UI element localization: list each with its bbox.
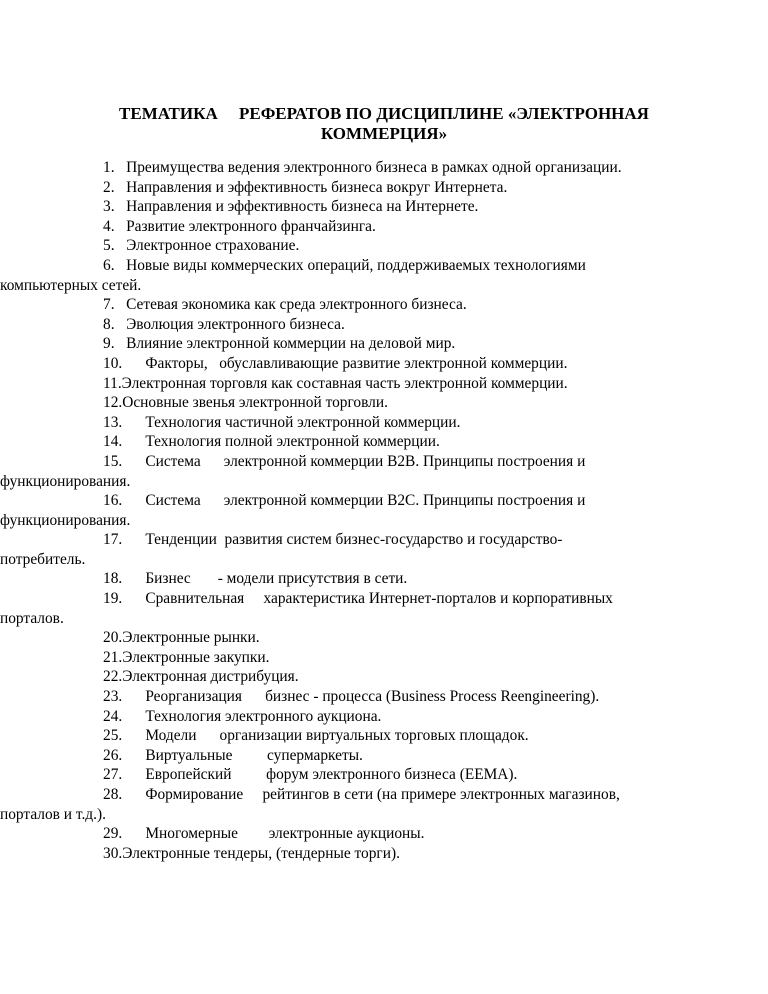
list-item: 10. Факторы, обуславливающие развитие электронной коммерции. bbox=[103, 354, 568, 372]
list-item: 24. Технология электронного аукциона. bbox=[103, 707, 382, 725]
list-item: 26. Виртуальные супермаркеты. bbox=[103, 746, 363, 764]
document-title-line-1: ТЕМАТИКА РЕФЕРАТОВ ПО ДИСЦИПЛИНЕ «ЭЛЕКТРОННАЯ bbox=[119, 104, 649, 123]
list-item: 4. Развитие электронного франчайзинга. bbox=[103, 217, 376, 235]
list-item: 23. Реорганизация бизнес - процесса (Business Process Reengineering). bbox=[103, 688, 600, 706]
list-item: 25. Модели организации виртуальных торговых площадок. bbox=[103, 727, 529, 745]
list-item: 5. Электронное страхование. bbox=[103, 237, 300, 255]
list-item: 16. Система электронной коммерции B2C. Принципы построения и bbox=[103, 492, 586, 510]
list-item: 22.Электронная дистрибуция. bbox=[103, 668, 299, 686]
list-item: 30.Электронные тендеры, (тендерные торги). bbox=[103, 844, 400, 862]
list-item-continuation: функционирования. bbox=[0, 511, 131, 529]
list-item: 21.Электронные закупки. bbox=[103, 648, 270, 666]
list-item: 12.Основные звенья электронной торговли. bbox=[103, 394, 388, 412]
list-item: 17. Тенденции развития систем бизнес-государство и государство- bbox=[103, 531, 563, 549]
list-item-continuation: порталов и т.д.). bbox=[0, 805, 106, 823]
list-item-continuation: компьютерных сетей. bbox=[0, 276, 142, 294]
list-item: 9. Влияние электронной коммерции на деловой мир. bbox=[103, 335, 456, 353]
list-item: 1. Преимущества ведения электронного бизнеса в рамках одной организации. bbox=[103, 159, 622, 176]
list-item: 15. Система электронной коммерции B2B. Принципы построения и bbox=[103, 452, 586, 470]
list-item-continuation: порталов. bbox=[0, 609, 64, 627]
list-item: 29. Многомерные электронные аукционы. bbox=[103, 825, 425, 843]
document-title-line-2: КОММЕРЦИЯ» bbox=[320, 124, 448, 143]
list-item: 6. Новые виды коммерческих операций, поддерживаемых технологиями bbox=[103, 256, 586, 274]
topic-list bbox=[0, 158, 683, 863]
list-item: 2. Направления и эффективность бизнеса вокруг Интернета. bbox=[103, 178, 508, 196]
list-item: 13. Технология частичной электронной коммерции. bbox=[103, 413, 461, 431]
list-item-continuation: потребитель. bbox=[0, 550, 86, 568]
list-item: 14. Технология полной электронной коммерции. bbox=[103, 433, 440, 451]
list-item: 19. Сравнительная характеристика Интернет-порталов и корпоративных bbox=[103, 590, 613, 608]
list-item-continuation: функционирования. bbox=[0, 472, 131, 490]
list-item: 3. Направления и эффективность бизнеса на Интернете. bbox=[103, 198, 479, 216]
list-item: 11.Электронная торговля как составная часть электронной коммерции. bbox=[103, 374, 568, 392]
list-item: 8. Эволюция электронного бизнеса. bbox=[103, 315, 345, 333]
list-item: 7. Сетевая экономика как среда электронного бизнеса. bbox=[103, 296, 467, 314]
list-item: 20.Электронные рынки. bbox=[103, 629, 260, 647]
list-item: 18. Бизнес - модели присутствия в сети. bbox=[103, 570, 408, 588]
list-item: 28. Формирование рейтингов в сети (на примере электронных магазинов, bbox=[103, 786, 620, 803]
list-item: 27. Европейский форум электронного бизнеса (EEMA). bbox=[103, 766, 518, 784]
